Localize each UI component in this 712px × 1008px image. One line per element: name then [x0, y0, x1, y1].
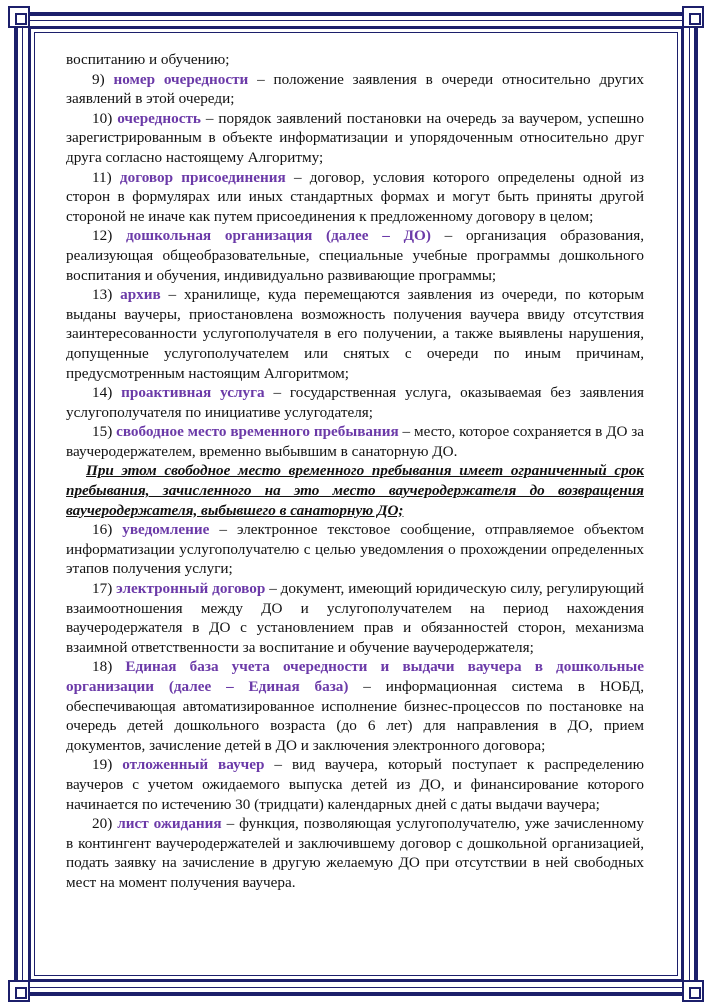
definition-item: 17) электронный договор – документ, имеющий юридическую силу, регулирующий взаимоотношения между ДО и услугополучателем на период нахождения ваучеродержателя в ДО с установлением прав и обязанностей сторон, механизма взаимной ответственности за воспитание и обучение ваучеродержателя;: [66, 580, 645, 656]
defined-term: Единая база учета очередности и выдачи ваучера в дошкольные организации (далее – Единая база): [66, 658, 644, 695]
document-body: [66, 50, 644, 893]
definition-item: 14) проактивная услуга – государственная услуга, оказываемая без заявления услугополучателя по инициативе услугодателя;: [66, 384, 644, 421]
defined-term: свободное место временного пребывания: [116, 423, 399, 441]
defined-term: лист ожидания: [117, 815, 222, 833]
definition-item: 9) номер очередности – положение заявления в очереди относительно других заявлений в этой очереди;: [66, 70, 645, 108]
definition-item: 18) Единая база учета очередности и выдачи ваучера в дошкольные организации (далее – Единая база) – информационная система в НОБД, обеспечивающая автоматизированное исполнение бизнес-процессов по постановке на очередь детей дошкольного возраста (до 6 лет) для направления в ДО, прием документов, зачисление детей в ДО и заключения электронного договора;: [66, 658, 644, 754]
definition-item: 16) уведомление – электронное текстовое сообщение, отправляемое объектом информатизации услугополучателю с целью уведомления о прохождении определенных этапов получения услуги;: [66, 521, 644, 578]
definition-item: 19) отложенный ваучер – вид ваучера, который поступает к распределению ваучеров с учетом ожидаемого выпуска детей из ДО, и финансирование которого начинается по истечению 30 (тридцати) календарных дней с даты выдачи ваучера;: [66, 756, 645, 813]
definition-item: 12) дошкольная организация (далее – ДО) – организация образования, реализующая общеобразовательные, специальные учебные программы дошкольного воспитания и обучения, индивидуально развивающие программы;: [66, 227, 644, 284]
definition-item: 10) очередность – порядок заявлений постановки на очередь за ваучером, успешно зарегистрированным в объекте информатизации и упорядоченным относительно друг друга согласно настоящему Алгоритму;: [66, 109, 644, 166]
corner-ornament-icon: [8, 6, 30, 28]
defined-term: проактивная услуга: [121, 384, 265, 402]
corner-ornament-icon: [682, 6, 704, 28]
important-note: При этом свободное место временного пребывания имеет ограниченный срок пребывания, зачисленного на это место ваучеродержателя до возвращения ваучеродержателя, выбывшего в санаторную ДО;: [66, 462, 644, 519]
lead-text: воспитанию и обучению;: [66, 51, 230, 68]
defined-term: отложенный ваучер: [122, 756, 265, 774]
defined-term: договор присоединения: [119, 168, 286, 186]
defined-term: номер очередности: [113, 70, 249, 88]
defined-term: уведомление: [122, 521, 210, 539]
definition-item: 11) договор присоединения – договор, условия которого определены одной из сторон в формулярах или иных стандартных формах и могут быть приняты другой стороной не иначе как путем присоединения к предложенному договору в целом;: [66, 168, 645, 225]
defined-term: архив: [120, 286, 161, 304]
definition-item: 20) лист ожидания – функция, позволяющая услугополучателю, уже зачисленному в контингент ваучеродержателей и заключившему договор с дошкольной организацией, подать заявку на зачисление в другую желаемую ДО при отсутствии в ней свободных мест на момент получения ваучера.: [66, 815, 645, 891]
corner-ornament-icon: [8, 980, 30, 1002]
defined-term: электронный договор: [116, 580, 266, 598]
defined-term: дошкольная организация (далее – ДО): [125, 227, 431, 245]
definition-item: 15) свободное место временного пребывания – место, которое сохраняется в ДО за ваучеродержателем, временно выбывшим в санаторную ДО.: [66, 423, 645, 460]
defined-term: очередность: [117, 109, 201, 127]
corner-ornament-icon: [682, 980, 704, 1002]
definition-item: 13) архив – хранилище, куда перемещаются заявления из очереди, по которым выданы ваучеры, приостановлена возможность получения ваучера ввиду отсутствия заинтересованности услугополучателя в его получении, а также выявлены нарушения, допущенные услугополучателем или снятых с очереди по иным причинам, предусмотренным настоящим Алгоритмом;: [66, 286, 644, 382]
